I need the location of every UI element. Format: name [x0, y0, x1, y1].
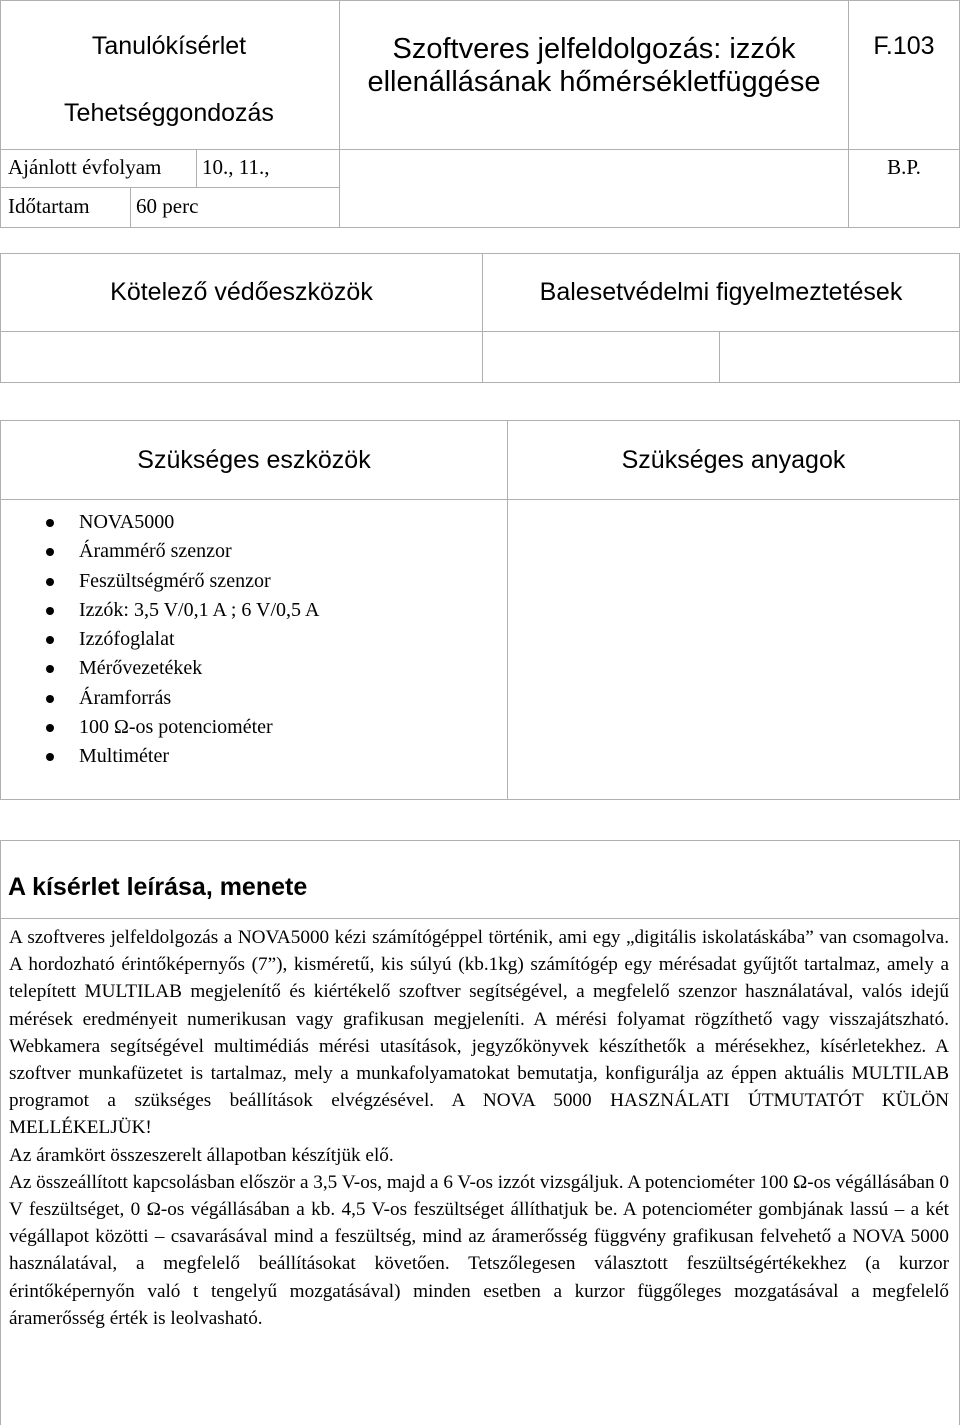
- safety-warnings-header: [482, 253, 960, 332]
- tools-list-cell: [0, 499, 508, 800]
- list-item: [1, 713, 507, 742]
- tools-title: Szükséges eszközök: [137, 445, 371, 474]
- bullet-icon: [46, 607, 54, 615]
- bullet-icon: [46, 636, 54, 644]
- description-section: [0, 840, 960, 1425]
- tool-name: Multiméter: [79, 745, 169, 768]
- description-paragraph-3: Az összeállított kapcsolásban először a 3,5 V-os, majd a 6 V-os izzót vizsgáljuk. A potenciométer 100 Ω-os végállásában 0 V feszültséget, 0 Ω-os végállásában a kb. 4,5 V-os feszültséget állíthatjuk be. A potenciométer gombjának lassú – a két végállapot közötti – csavarásával mind a feszültség, mind az áramerősség függvény grafikusan felvehető a NOVA 5000 használatával, a megfelelő beállításokat követően. Tetszőlegesen választott feszültségértékekhez (a kurzor érintőképernyőn való t tengelyű mozgatásával) minden esetben a kurzor függőleges mozgatásával a megfelelő áramerősség érték is leolvasható.: [9, 1171, 949, 1329]
- tool-name: Feszültségmérő szenzor: [79, 569, 271, 592]
- author-initials: B.P.: [887, 155, 921, 179]
- safety-section: [0, 253, 960, 383]
- bullet-icon: [46, 753, 54, 761]
- bullet-icon: [46, 548, 54, 556]
- safety-warnings-cell-2: [719, 331, 960, 383]
- protective-equipment-title: Kötelező védőeszközök: [110, 278, 373, 306]
- experiment-title: Szoftveres jelfeldolgozás: izzók ellenállásának hőmérsékletfüggése: [367, 33, 821, 98]
- list-item: [1, 742, 507, 771]
- duration-value: 60 perc: [136, 194, 199, 218]
- tools-header: [0, 420, 508, 500]
- list-item: [1, 596, 507, 625]
- experiment-code: F.103: [873, 32, 935, 60]
- bullet-icon: [46, 665, 54, 673]
- list-item: [1, 508, 507, 537]
- program-label: Tehetséggondozás: [64, 99, 274, 127]
- materials-title: Szükséges anyagok: [621, 445, 846, 474]
- description-paragraph-2: Az áramkört összeszerelt állapotban készítjük elő.: [9, 1144, 394, 1166]
- protective-equipment-header: [0, 253, 483, 332]
- grade-value: 10., 11.,: [202, 155, 270, 179]
- grade-label-divider: [196, 149, 197, 187]
- header-meta-row-center: [339, 149, 849, 228]
- duration-label: Időtartam: [8, 194, 90, 218]
- experiment-type-label: Tanulókísérlet: [91, 32, 247, 60]
- list-item: [1, 567, 507, 596]
- tool-name: Árammérő szenzor: [79, 540, 232, 563]
- list-item: [1, 684, 507, 713]
- header-right-cell: [848, 0, 960, 150]
- description-body: [9, 924, 949, 1332]
- tool-name: Izzófoglalat: [79, 628, 175, 651]
- list-item: [1, 625, 507, 654]
- bullet-icon: [46, 578, 54, 586]
- header-section: [0, 0, 960, 228]
- description-title: A kísérlet leírása, menete: [8, 873, 308, 901]
- meta-row-divider: [0, 187, 340, 188]
- requirements-section: [0, 420, 960, 800]
- bullet-icon: [46, 724, 54, 732]
- materials-header: [507, 420, 960, 500]
- tool-name: Izzók: 3,5 V/0,1 A ; 6 V/0,5 A: [79, 598, 320, 621]
- list-item: [1, 537, 507, 566]
- duration-label-divider: [130, 187, 131, 228]
- list-item: [1, 654, 507, 683]
- materials-list-cell: [507, 499, 960, 800]
- grade-label: Ajánlott évfolyam: [8, 155, 162, 179]
- bullet-icon: [46, 695, 54, 703]
- protective-equipment-cell: [0, 331, 483, 383]
- tools-list: [1, 508, 507, 772]
- description-title-divider: [0, 918, 960, 919]
- tool-name: Áramforrás: [79, 686, 172, 709]
- safety-warnings-cell-1: [482, 331, 720, 383]
- description-paragraph-1: A szoftveres jelfeldolgozás a NOVA5000 kézi számítógéppel történik, ami egy „digitális iskolatáskába” van csomagolva. A hordozható érintőképernyős (7”), kisméretű, kis súlyú (kb.1kg) számítógép egy mérésadat gyűjtőt tartalmaz, amely a telepített MULTILAB megjelenítő és kiértékelő szoftver segítségével, a megfelelő szenzor használatával, valós idejű mérések eredményeit numerikusan vagy grafikusan megjeleníti. A mérési folyamat rögzíthető vagy visszajátszható. Webkamera segítségével multimédiás mérési utasítások, jegyzőkönyvek készíthetők a mérésekhez, kísérletekhez. A szoftver munkafüzetet is tartalmaz, mely a munkafolyamatokat bemutatja, konfigurálja az éppen aktuális MULTILAB programot a szükséges beállítások elvégzésével. A NOVA 5000 HASZNÁLATI ÚTMUTATÓT KÜLÖN MELLÉKELJÜK!: [9, 927, 949, 1139]
- safety-warnings-title: Balesetvédelmi figyelmeztetések: [539, 278, 903, 306]
- bullet-icon: [46, 519, 54, 527]
- tool-name: 100 Ω-os potenciométer: [79, 716, 273, 739]
- tool-name: Mérővezetékek: [79, 657, 203, 680]
- tool-name: NOVA5000: [79, 511, 175, 533]
